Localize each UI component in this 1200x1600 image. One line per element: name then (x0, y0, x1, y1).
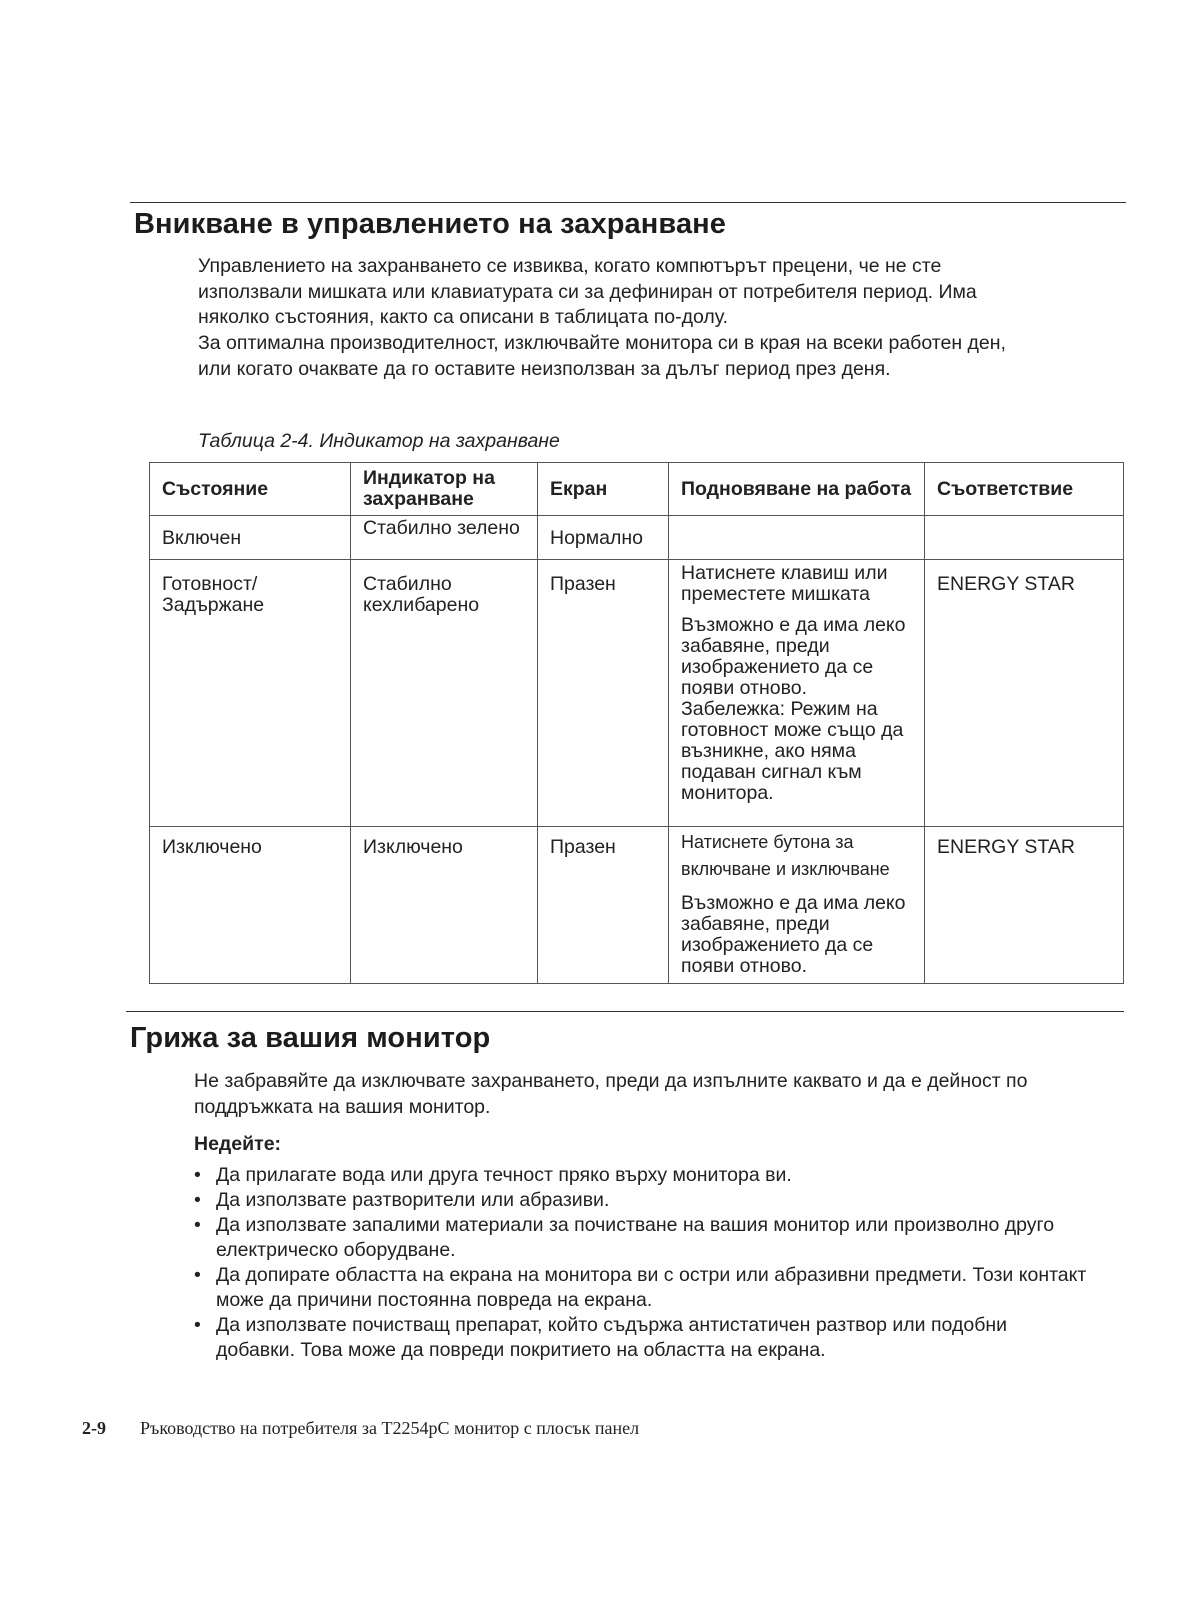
section-title-power-management: Вникване в управлението на захранване (134, 208, 727, 240)
table-row (150, 560, 1124, 827)
section-divider-middle (126, 1011, 1124, 1012)
cell-indicator: Стабилно зелено (351, 516, 538, 560)
bullet-icon: • (194, 1264, 201, 1286)
bullet-icon: • (194, 1189, 201, 1211)
column-header-resume: Подновяване на работа (669, 463, 925, 516)
power-indicator-table (149, 462, 1124, 984)
resume-instruction: Натиснете бутона за включване и изключване (681, 832, 890, 879)
cell-resume (669, 516, 925, 560)
list-item: • Да допирате областта на екрана на монитора ви с остри или абразивни предмети. Този контакт може да причини постоянна повреда на екрана. (194, 1264, 1087, 1311)
column-header-screen: Екран (538, 463, 669, 516)
resume-note: Възможно е да има леко забавяне, преди изображението да се появи отново. Забележка: Режим на готовност може също да възникне, ако няма подаван сигнал към монитора. (681, 614, 906, 804)
bullet-icon: • (194, 1314, 201, 1336)
page-number: 2-9 (82, 1418, 106, 1438)
column-header-indicator: Индикатор на захранване (351, 463, 538, 516)
cell-state: Включен (150, 516, 351, 560)
cell-screen: Празен (538, 827, 669, 984)
column-header-state: Състояние (150, 463, 351, 516)
cell-compliance: ENERGY STAR (925, 560, 1124, 827)
list-item: • Да използвате разтворители или абразиви. (194, 1189, 610, 1211)
page-footer (82, 1418, 639, 1439)
cell-indicator: Стабилно кехлибарено (351, 560, 538, 827)
cell-state: Готовност/Задържане (150, 560, 351, 827)
table-row (150, 516, 1124, 560)
cell-indicator: Изключено (351, 827, 538, 984)
list-item: • Да прилагате вода или друга течност пряко върху монитора ви. (194, 1164, 792, 1186)
bullet-icon: • (194, 1164, 201, 1186)
table-header-row (150, 463, 1124, 516)
dont-subheading: Недейте: (194, 1133, 282, 1155)
cell-compliance (925, 516, 1124, 560)
section-divider-top (130, 202, 1126, 203)
cell-state: Изключено (150, 827, 351, 984)
column-header-compliance: Съответствие (925, 463, 1124, 516)
power-management-paragraph-1: Управлението на захранването се извиква, когато компютърът прецени, че не сте използвали мишката или клавиатурата си за дефиниран от потребителя период. Има няколко състояния, както са описани в таблицата по-долу. (198, 255, 977, 328)
section-title-monitor-care: Грижа за вашия монитор (130, 1022, 491, 1054)
table-caption: Таблица 2-4. Индикатор на захранване (198, 430, 560, 452)
table-row (150, 827, 1124, 984)
bullet-icon: • (194, 1214, 201, 1236)
resume-instruction: Натиснете клавиш или преместете мишката (681, 562, 888, 605)
monitor-care-paragraph: Не забравяйте да изключвате захранването, преди да изпълните каквато и да е дейност по поддръжката на вашия монитор. (194, 1070, 1028, 1118)
resume-note: Възможно е да има леко забавяне, преди изображението да се появи отново. (681, 892, 906, 977)
list-item: • Да използвате почистващ препарат, който съдържа антистатичен разтвор или подобни добавки. Това може да повреди покритието на областта на екрана. (194, 1314, 1008, 1361)
list-item: • Да използвате запалими материали за почистване на вашия монитор или произволно друго електрическо оборудване. (194, 1214, 1055, 1261)
cell-resume (669, 560, 925, 827)
cell-compliance: ENERGY STAR (925, 827, 1124, 984)
footer-text: Ръководство на потребителя за T2254pC монитор с плосък панел (140, 1418, 640, 1438)
cell-resume (669, 827, 925, 984)
cell-screen: Нормално (538, 516, 669, 560)
power-management-paragraph-2: За оптимална производителност, изключвайте монитора си в края на всеки работен ден, или когато очаквате да го оставите неизползван за дълъг период през деня. (198, 332, 1006, 380)
dont-list (190, 1163, 1090, 1363)
cell-screen: Празен (538, 560, 669, 827)
